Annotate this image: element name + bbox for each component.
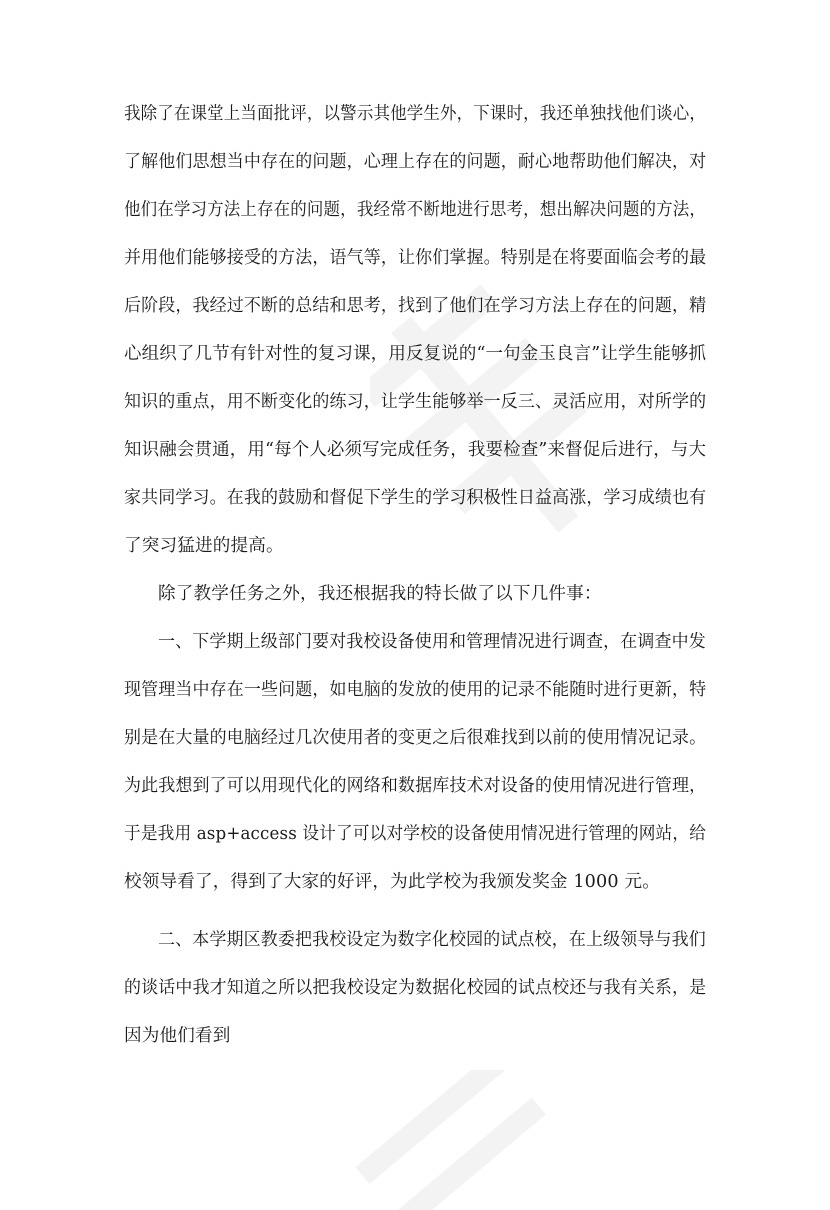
paragraph-1-line-8: 知识融会贯通，用“每个人必须写完成任务，我要检查”来督促后进行，与大 [124, 440, 707, 460]
paragraph-3-line-1: 一、下学期上级部门要对我校设备使用和管理情况进行调查，在调查中发 [158, 632, 706, 652]
paragraph-1-line-3: 他们在学习方法上存在的问题，我经常不断地进行思考，想出解决问题的方法， [124, 200, 707, 220]
paragraph-1-line-7: 知识的重点，用不断变化的练习，让学生能够举一反三、灵活应用，对所学的 [124, 392, 707, 412]
paragraph-2-line-1: 除了教学任务之外，我还根据我的特长做了以下几件事： [158, 584, 602, 604]
paragraph-3-line-3: 别是在大量的电脑经过几次使用者的变更之后很难找到以前的使用情况记录。 [124, 728, 707, 748]
paragraph-4-line-1: 二、本学期区教委把我校设定为数字化校园的试点校，在上级领导与我们 [158, 930, 706, 950]
paragraph-3-line-6: 校领导看了，得到了大家的好评，为此学校为我颁发奖金 1000 元。 [124, 872, 660, 892]
paragraph-1-line-4: 并用他们能够接受的方法，语气等，让你们掌握。特别是在将要面临会考的最 [124, 248, 707, 268]
paragraph-3-line-2: 现管理当中存在一些问题，如电脑的发放的使用的记录不能随时进行更新，特 [124, 680, 707, 700]
paragraph-4-line-3: 因为他们看到 [124, 1026, 231, 1046]
watermark-graphic-bottom [330, 1070, 570, 1210]
paragraph-1-line-10: 了突习猛进的提高。 [124, 536, 284, 556]
paragraph-3-line-5: 于是我用 asp+access 设计了可以对学校的设备使用情况进行管理的网站，给 [124, 824, 707, 844]
paragraph-1-line-1: 我除了在课堂上当面批评，以警示其他学生外，下课时，我还单独找他们谈心， [124, 104, 707, 124]
paragraph-4-line-2: 的谈话中我才知道之所以把我校设定为数据化校园的试点校还与我有关系，是 [124, 978, 707, 998]
paragraph-1-line-6: 心组织了几节有针对性的复习课，用反复说的“一句金玉良言”让学生能够抓 [124, 344, 707, 364]
paragraph-1-line-5: 后阶段，我经过不断的总结和思考，找到了他们在学习方法上存在的问题，精 [124, 296, 707, 316]
paragraph-3-line-4: 为此我想到了可以用现代化的网络和数据库技术对设备的使用情况进行管理， [124, 776, 707, 796]
paragraph-1-line-2: 了解他们思想当中存在的问题，心理上存在的问题，耐心地帮助他们解决，对 [124, 152, 707, 172]
paragraph-1-line-9: 家共同学习。在我的鼓励和督促下学生的学习积极性日益高涨，学习成绩也有 [124, 488, 707, 508]
